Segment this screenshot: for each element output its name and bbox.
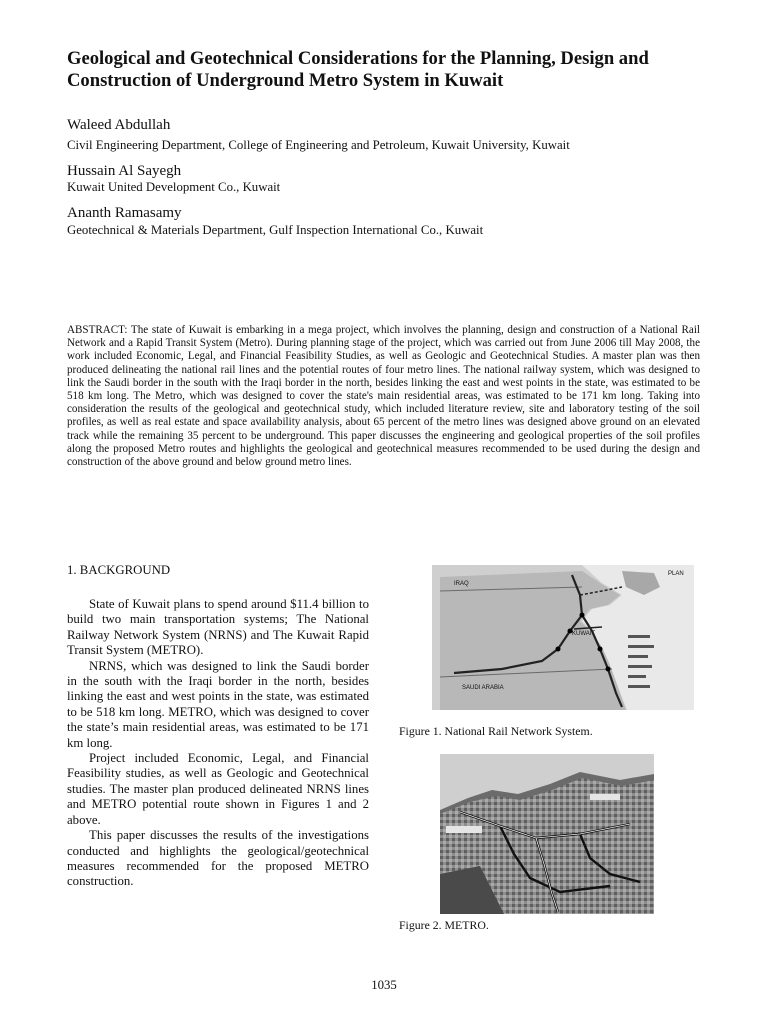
author-name-1: Waleed Abdullah	[67, 117, 171, 133]
author-name-2: Hussain Al Sayegh	[67, 163, 182, 179]
page-number: 1035	[371, 978, 397, 992]
paper-title: Geological and Geotechnical Considerations for the Planning, Design and Construction of Underground Metro System in Kuwait	[67, 48, 649, 91]
paragraph-2: NRNS, which was designed to link the Saudi border in the south with the Iraqi border in the north, besides linking the east and west points in the state, was estimated to be 518 km long. METRO, which was designed to cover the state’s main residential areas, was estimated to be 171 km long.	[67, 658, 369, 750]
abstract: ABSTRACT: The state of Kuwait is embarking in a mega project, which involves the planning, design and construction of a National Rail Network and a Rapid Transit System (Metro). During planning stage of the project, which was carried out from June 2006 till May 2008, the work included Economic, Legal, and Financial Feasibility Studies, as well as Geologic and Geotechnical Studies. A master plan was then produced delineating the national rail lines and the potential routes of four metro lines. The national railway system, which was designed to link the Saudi border in the south with the Iraqi border in the north, besides linking the east and west points in the state, was estimated to be 518 km long. The Metro, which was designed to cover the state's main residential areas, was estimated to be 171 km long. Taking into consideration the results of the geological and geotechnical study, which included literature review, site and laboratory testing of the soil profiles, as well as real estate and space availability analysis, about 65 percent of the metro lines was designed above ground on an elevated track while the remaining 35 percent to be underground. This paper discusses the engineering and geological properties of the soil profiles along the proposed Metro routes and highlights the geological and geotechnical measures recommended to be used during the design and construction of the above ground and below ground metro lines.	[67, 324, 700, 469]
map-label-saudi: SAUDI ARABIA	[462, 685, 504, 691]
figure-1-caption: Figure 1. National Rail Network System.	[399, 724, 593, 738]
section-heading: 1. BACKGROUND	[67, 563, 171, 577]
paragraph-3: Project included Economic, Legal, and Financial Feasibility studies, as well as Geologic and Geotechnical studies. The master plan produced delineated NRNS lines and METRO potential route shown in Figures 1 and 2 above.	[67, 751, 369, 827]
map-label-kuwait: KUWAIT	[572, 631, 596, 637]
body-text-column	[67, 597, 369, 890]
author-affiliation-1: Civil Engineering Department, College of Engineering and Petroleum, Kuwait University, Kuwait	[67, 138, 570, 152]
author-affiliation-3: Geotechnical & Materials Department, Gulf Inspection International Co., Kuwait	[67, 223, 484, 237]
paragraph-1: State of Kuwait plans to spend around $11.4 billion to build two main transportation systems; The National Railway Network System (NRNS) and The Kuwait Rapid Transit System (METRO).	[67, 597, 369, 658]
figure-1-map	[432, 565, 694, 710]
author-affiliation-2: Kuwait United Development Co., Kuwait	[67, 180, 281, 194]
figure-2-map	[440, 754, 654, 914]
figure-2-caption: Figure 2. METRO.	[399, 918, 489, 932]
map-label-iraq: IRAQ	[454, 581, 469, 587]
author-name-3: Ananth Ramasamy	[67, 205, 182, 221]
map-label-plan: PLAN	[668, 571, 684, 577]
paragraph-4: This paper discusses the results of the investigations conducted and highlights the geological/geotechnical measures recommended for the proposed METRO construction.	[67, 828, 369, 889]
